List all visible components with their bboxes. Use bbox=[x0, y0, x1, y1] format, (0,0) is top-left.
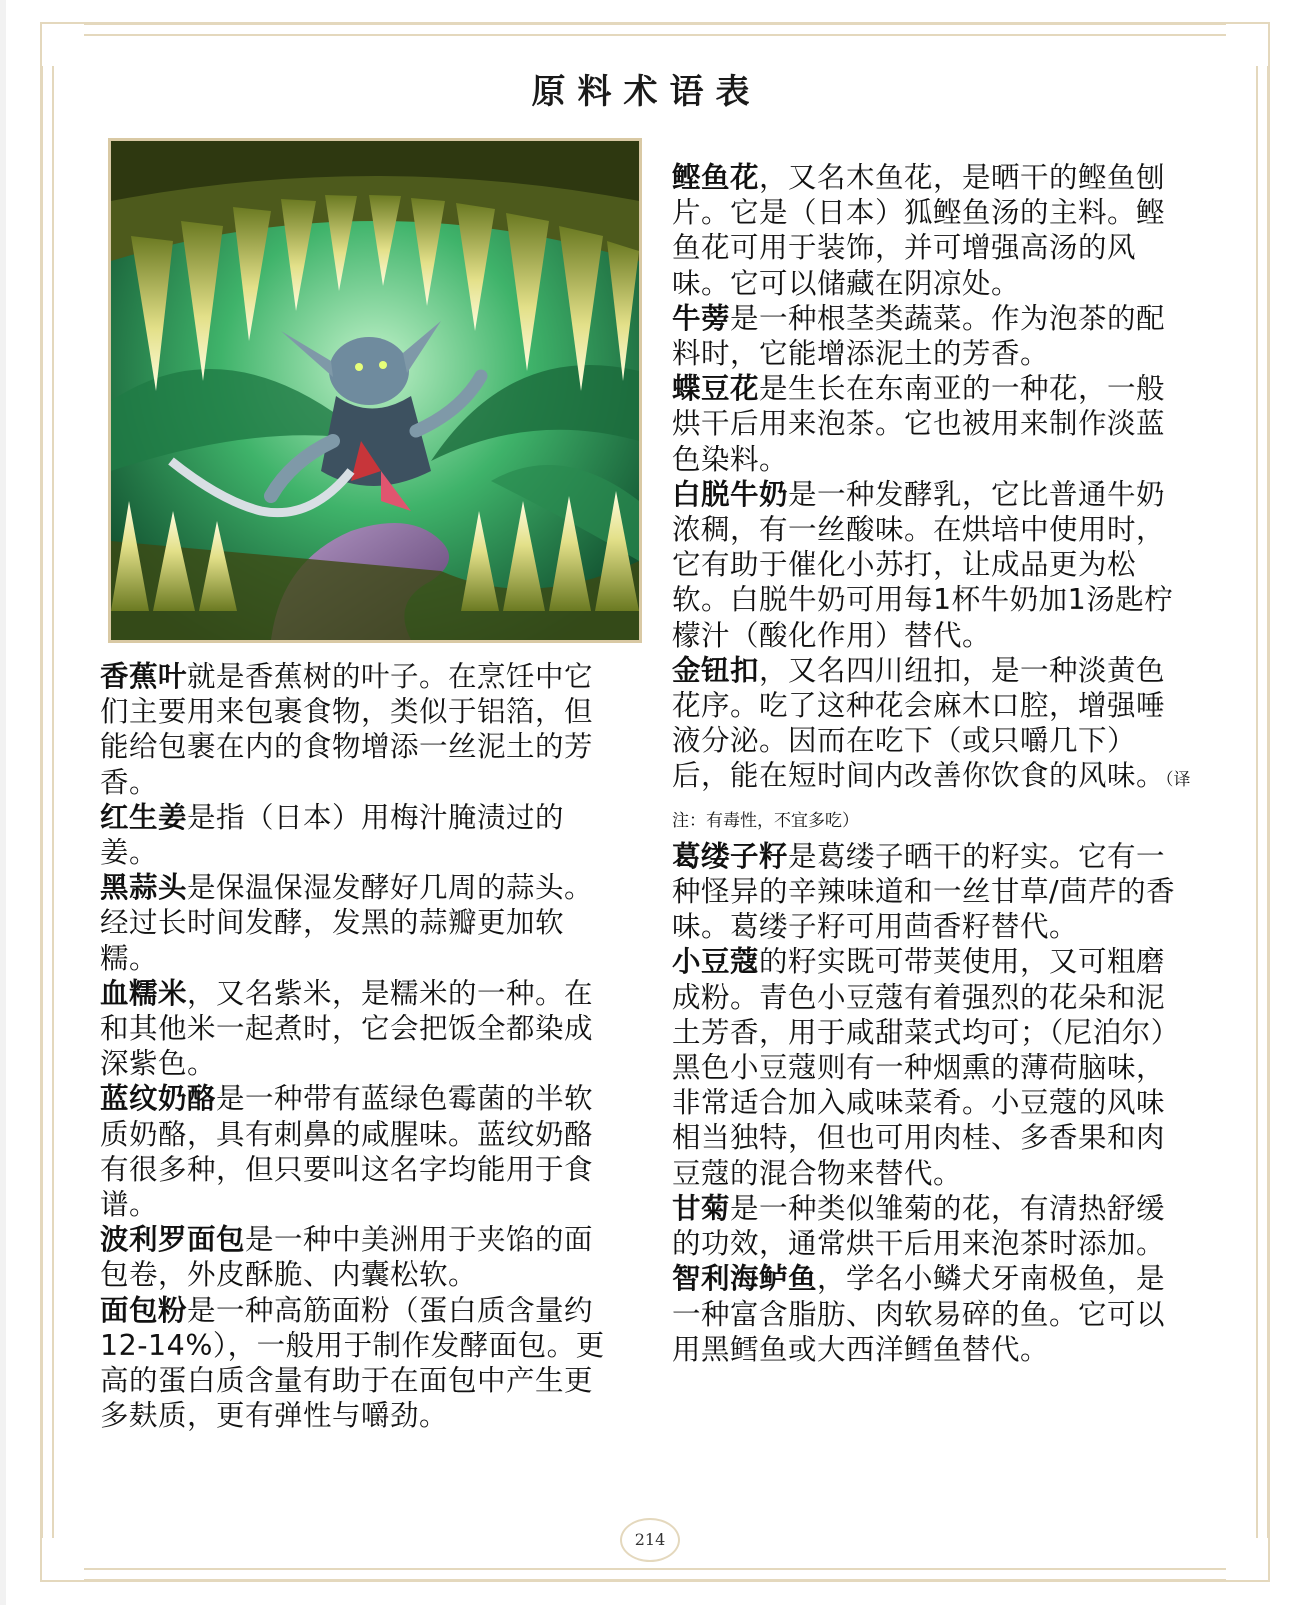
term: 波利罗面包 bbox=[100, 1223, 246, 1257]
glossary-entry bbox=[100, 659, 620, 800]
term: 蓝纹奶酪 bbox=[100, 1082, 217, 1116]
definition: ，又名紫米，是糯米的一种。在和其他米一起煮时，它会把饭全都染成深紫色。 bbox=[100, 976, 594, 1081]
frame-corner bbox=[40, 22, 84, 66]
definition: 的籽实既可带荚使用，又可粗磨成粉。青色小豆蔻有着强烈的花朵和泥土芳香，用于咸甜菜式均可；（尼泊尔）黑色小豆蔻则有一种烟熏的薄荷脑味，非常适合加入咸味菜肴。小豆蔻的风味相当独特，但也可用肉桂、多香果和肉豆蔻的混合物来替代。 bbox=[672, 945, 1180, 1190]
definition: 就是香蕉树的叶子。在烹饪中它们主要用来包裹食物，类似于铝箔，但能给包裹在内的食物增添一丝泥土的芳香。 bbox=[100, 660, 594, 799]
definition: 是保温保湿发酵好几周的蒜头。经过长时间发酵，发黑的蒜瓣更加软糯。 bbox=[100, 871, 594, 975]
term: 鲣鱼花 bbox=[672, 161, 760, 194]
illustration bbox=[108, 138, 642, 643]
definition: ，又名木鱼花，是晒干的鲣鱼刨片。它是（日本）狐鲣鱼汤的主料。鲣鱼花可用于装饰，并可增强高汤的风味。它可以储藏在阴凉处。 bbox=[672, 161, 1166, 300]
term: 牛蒡 bbox=[672, 301, 731, 335]
definition: 是一种类似雏菊的花，有清热舒缓的功效，通常烘干后用来泡茶时添加。 bbox=[672, 1191, 1166, 1261]
definition: 是葛缕子晒干的籽实。它有一种怪异的辛辣味道和一丝甘草/茴芹的香味。葛缕子籽可用茴香籽替代。 bbox=[672, 839, 1176, 944]
glossary-entry bbox=[672, 371, 1192, 477]
translator-note: （译注：有毒性，不宜多吃） bbox=[672, 770, 1191, 831]
frame-corner bbox=[1226, 1538, 1270, 1582]
definition: 是一种高筋面粉（蛋白质含量约12-14%），一般用于制作发酵面包。更高的蛋白质含量有助于在面包中产生更多麸质，更有弹性与嚼劲。 bbox=[100, 1293, 605, 1433]
term: 白脱牛奶 bbox=[672, 477, 789, 511]
frame-corner bbox=[1226, 22, 1270, 66]
right-column bbox=[672, 160, 1192, 1367]
term: 金钮扣 bbox=[672, 653, 760, 687]
page-title: 原料术语表 bbox=[531, 72, 762, 112]
glossary-entry bbox=[100, 1081, 620, 1222]
glossary-entry bbox=[672, 1191, 1192, 1261]
glossary-entry bbox=[100, 1222, 620, 1292]
glossary-entry bbox=[672, 301, 1192, 371]
left-column bbox=[100, 659, 620, 1433]
term: 红生姜 bbox=[100, 800, 188, 834]
term: 智利海鲈鱼 bbox=[672, 1262, 818, 1296]
page-edge bbox=[0, 0, 6, 1605]
term: 蝶豆花 bbox=[672, 372, 760, 406]
definition: ，学名小鳞犬牙南极鱼，是一种富含脂肪、肉软易碎的鱼。它可以用黑鳕鱼或大西洋鳕鱼替代。 bbox=[672, 1262, 1166, 1366]
term: 葛缕子籽 bbox=[672, 839, 789, 873]
definition: 是一种根茎类蔬菜。作为泡茶的配料时，它能增添泥土的芳香。 bbox=[672, 301, 1166, 371]
glossary-entry bbox=[672, 1261, 1192, 1367]
definition: 是一种中美洲用于夹馅的面包卷，外皮酥脆、内囊松软。 bbox=[100, 1223, 594, 1292]
glossary-entry bbox=[100, 1293, 620, 1434]
glossary-entry bbox=[672, 477, 1192, 653]
definition: 是生长在东南亚的一种花，一般烘干后用来泡茶。它也被用来制作淡蓝色染料。 bbox=[672, 372, 1166, 476]
definition: 是指（日本）用梅汁腌渍过的姜。 bbox=[100, 800, 565, 870]
term: 小豆蔻 bbox=[672, 945, 760, 979]
term: 甘菊 bbox=[672, 1191, 731, 1225]
definition: 是一种带有蓝绿色霉菌的半软质奶酪，具有刺鼻的咸腥味。蓝纹奶酪有很多种，但只要叫这名字均能用于食谱。 bbox=[100, 1082, 594, 1222]
term: 香蕉叶 bbox=[100, 660, 188, 693]
goblin-in-plant-jaws-icon bbox=[111, 141, 639, 640]
frame-corner bbox=[40, 1538, 84, 1582]
page-number: 214 bbox=[620, 1518, 680, 1562]
glossary-entry bbox=[672, 653, 1192, 839]
glossary-entry bbox=[672, 839, 1192, 945]
glossary-entry bbox=[672, 160, 1192, 301]
term: 面包粉 bbox=[100, 1293, 188, 1327]
definition: ，又名四川纽扣，是一种淡黄色花序。吃了这种花会麻木口腔，增强唾液分泌。因而在吃下（或只嚼几下）后，能在短时间内改善你饮食的风味。 bbox=[672, 653, 1166, 793]
term: 血糯米 bbox=[100, 976, 188, 1010]
glossary-entry bbox=[672, 944, 1192, 1190]
glossary-entry bbox=[100, 976, 620, 1082]
term: 黑蒜头 bbox=[100, 871, 188, 905]
glossary-entry bbox=[100, 870, 620, 976]
glossary-entry bbox=[100, 800, 620, 870]
definition: 是一种发酵乳，它比普通牛奶浓稠，有一丝酸味。在烘培中使用时，它有助于催化小苏打，让成品更为松软。白脱牛奶可用每1杯牛奶加1汤匙柠檬汁（酸化作用）替代。 bbox=[672, 477, 1174, 652]
